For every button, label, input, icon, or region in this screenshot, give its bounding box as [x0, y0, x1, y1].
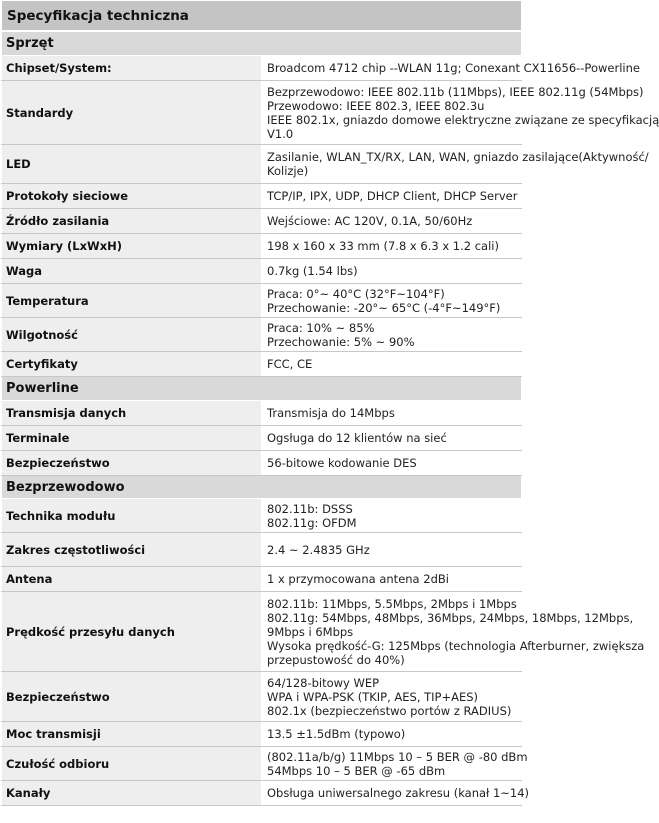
spec-value: [262, 284, 522, 318]
spec-value-line: Transmisja do 14Mbps: [267, 406, 395, 420]
spec-row: [2, 284, 522, 318]
spec-value: [262, 209, 522, 234]
spec-value-line: 2.4 ~ 2.4835 GHz: [267, 542, 370, 557]
spec-value-line: Broadcom 4712 chip --WLAN 11g; Conexant CX11656--Powerline: [267, 61, 640, 75]
spec-value-line: V1.0: [267, 126, 294, 141]
spec-value-line: Przechowanie: -20°~ 65°C (-4°F~149°F): [267, 300, 501, 315]
spec-label: Źródło zasilania: [2, 209, 262, 234]
spec-label: Bezpieczeństwo: [2, 451, 262, 476]
spec-label: Technika modułu: [2, 499, 262, 533]
spec-row: [2, 451, 522, 476]
spec-value: [262, 533, 522, 567]
spec-value-line: przepustowość do 40%): [267, 652, 405, 667]
spec-value: [262, 234, 522, 259]
spec-label: Protokoły sieciowe: [2, 184, 262, 209]
spec-row: [2, 672, 522, 722]
spec-row: [2, 209, 522, 234]
spec-value-line: IEEE 802.1x, gniazdo domowe elektryczne związane ze specyfikacją: [267, 112, 659, 127]
spec-value-line: 9Mbps i 6Mbps: [267, 624, 354, 639]
spec-row: [2, 352, 522, 377]
spec-label: Certyfikaty: [2, 352, 262, 377]
spec-value-line: (802.11a/b/g) 11Mbps 10 – 5 BER @ -80 dBm: [267, 749, 528, 764]
spec-label: Terminale: [2, 426, 262, 451]
spec-label: Kanały: [2, 781, 262, 806]
spec-value-line: 802.11b: DSSS: [267, 501, 353, 516]
spec-value-line: 802.11b: 11Mbps, 5.5Mbps, 2Mbps i 1Mbps: [267, 596, 517, 611]
spec-value: [262, 401, 522, 426]
spec-value: [262, 451, 522, 476]
spec-table: [1, 0, 659, 806]
spec-row: [2, 184, 522, 209]
spec-row: [2, 81, 522, 145]
spec-label: Zakres częstotliwości: [2, 533, 262, 567]
spec-value-line: Wejściowe: AC 120V, 0.1A, 50/60Hz: [267, 214, 473, 228]
spec-value: [262, 259, 522, 284]
spec-row: [2, 426, 522, 451]
spec-value: [262, 672, 522, 722]
spec-row: [2, 499, 522, 533]
section-header: [2, 476, 522, 499]
spec-row: [2, 533, 522, 567]
spec-value-line: Bezprzewodowo: IEEE 802.11b (11Mbps), IEEE 802.11g (54Mbps): [267, 84, 644, 99]
section-title: Sprzęt: [2, 31, 522, 56]
spec-label: LED: [2, 145, 262, 184]
section-header: [2, 377, 522, 401]
spec-value-line: Przewodowo: IEEE 802.3, IEEE 802.3u: [267, 98, 485, 113]
spec-value: [262, 592, 645, 672]
spec-value: [262, 145, 649, 184]
spec-label: Czułość odbioru: [2, 747, 262, 781]
spec-label: Antena: [2, 567, 262, 592]
spec-label: Wymiary (LxWxH): [2, 234, 262, 259]
spec-value-line: Kolizje): [267, 164, 309, 178]
spec-value-line: 802.1x (bezpieczeństwo portów z RADIUS): [267, 703, 512, 718]
spec-label: Prędkość przesyłu danych: [2, 592, 262, 672]
spec-value-line: Obsługa uniwersalnego zakresu (kanał 1~14): [267, 786, 530, 800]
spec-value-line: WPA i WPA-PSK (TKIP, AES, TIP+AES): [267, 689, 479, 704]
spec-row: [2, 234, 522, 259]
spec-value-line: 1 x przymocowana antena 2dBi: [267, 572, 449, 586]
spec-value-line: 0.7kg (1.54 lbs): [267, 264, 358, 278]
spec-value: [262, 567, 522, 592]
spec-row: [2, 567, 522, 592]
spec-row: [2, 401, 522, 426]
spec-row: [2, 318, 522, 352]
spec-row: [2, 56, 522, 81]
page-title: Specyfikacja techniczna: [2, 1, 522, 32]
spec-label: Bezpieczeństwo: [2, 672, 262, 722]
spec-value: [262, 184, 522, 209]
section-title: Bezprzewodowo: [2, 476, 522, 499]
spec-value-line: Ogsługa do 12 klientów na sieć: [267, 431, 447, 445]
spec-value-line: 56-bitowe kodowanie DES: [267, 456, 417, 470]
spec-row: [2, 722, 522, 747]
spec-value: [262, 352, 522, 377]
spec-value-line: Praca: 10% ~ 85%: [267, 320, 375, 335]
spec-label: Transmisja danych: [2, 401, 262, 426]
spec-value-line: 802.11g: OFDM: [267, 515, 357, 530]
spec-row: [2, 259, 522, 284]
spec-label: Moc transmisji: [2, 722, 262, 747]
spec-label: Waga: [2, 259, 262, 284]
spec-label: Wilgotność: [2, 318, 262, 352]
spec-value: [262, 499, 522, 533]
spec-value-line: FCC, CE: [267, 357, 313, 371]
spec-value-line: 64/128-bitowy WEP: [267, 675, 380, 690]
spec-value: [262, 426, 522, 451]
spec-value-line: 13.5 ±1.5dBm (typowo): [267, 727, 406, 741]
spec-row: [2, 781, 522, 806]
spec-label: Temperatura: [2, 284, 262, 318]
spec-table-body: [2, 1, 659, 806]
spec-value-line: 802.11g: 54Mbps, 48Mbps, 36Mbps, 24Mbps, 18Mbps, 12Mbps,: [267, 610, 634, 625]
spec-value: [262, 722, 522, 747]
spec-value: [262, 318, 522, 352]
spec-row: [2, 145, 522, 184]
spec-value: [262, 56, 640, 81]
spec-value: [262, 747, 528, 781]
spec-row: [2, 592, 522, 672]
title-row: [2, 1, 522, 32]
spec-value: [262, 81, 659, 145]
spec-value-line: 54Mbps 10 – 5 BER @ -65 dBm: [267, 763, 446, 778]
section-title: Powerline: [2, 377, 522, 401]
spec-value-line: Przechowanie: 5% ~ 90%: [267, 334, 415, 349]
spec-row: [2, 747, 522, 781]
spec-value: [262, 781, 530, 806]
spec-value-line: Praca: 0°~ 40°C (32°F~104°F): [267, 286, 445, 301]
spec-value-line: Zasilanie, WLAN_TX/RX, LAN, WAN, gniazdo zasilające(Aktywność/: [267, 150, 649, 164]
spec-value-line: 198 x 160 x 33 mm (7.8 x 6.3 x 1.2 cali): [267, 239, 499, 253]
section-header: [2, 31, 522, 56]
spec-label: Chipset/System:: [2, 56, 262, 81]
spec-value-line: Wysoka prędkość-G: 125Mbps (technologia Afterburner, zwiększa: [267, 638, 645, 653]
spec-value-line: TCP/IP, IPX, UDP, DHCP Client, DHCP Server: [267, 189, 518, 203]
spec-label: Standardy: [2, 81, 262, 145]
